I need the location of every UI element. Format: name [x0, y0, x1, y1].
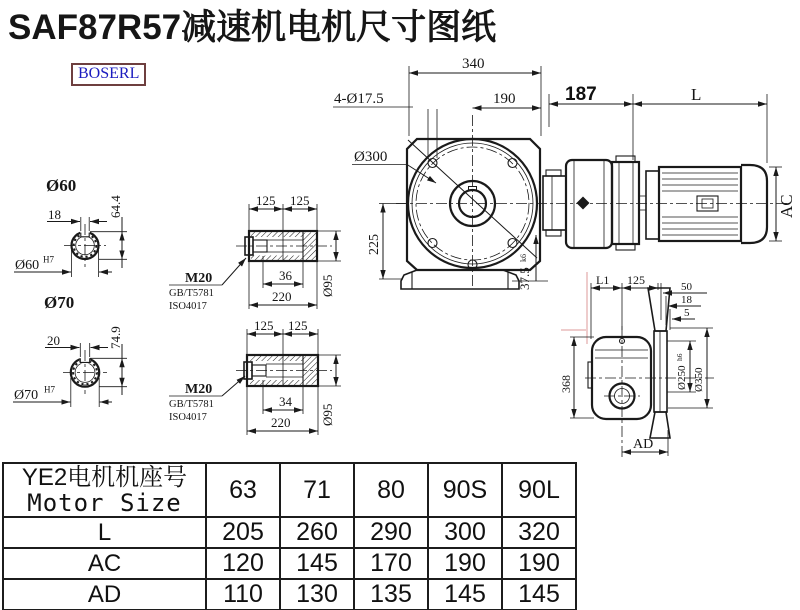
dim-key-width-60: 18: [48, 207, 61, 222]
dim-187: 187: [565, 84, 597, 105]
motor-side-view: [543, 84, 796, 250]
dim-bore-60: Ø60: [15, 258, 40, 273]
dim-18: 18: [681, 294, 692, 306]
dim-height-70: 74.9: [108, 326, 123, 349]
row-label-L: L: [3, 517, 206, 548]
dim-motor-L: L: [691, 85, 702, 104]
col-90L: 90L: [502, 463, 576, 517]
dim-5: 5: [684, 307, 690, 319]
dim-bore-tol-60: H7: [43, 254, 54, 265]
dim-37-5: 37.5: [517, 267, 532, 290]
brand-logo: BOSERL: [71, 63, 146, 86]
dim-key-width-70: 20: [47, 333, 60, 348]
dim-rear-125: 125: [627, 273, 645, 287]
dim-b1-std2: ISO4017: [169, 301, 207, 312]
dim-b1-125b: 125: [290, 193, 310, 208]
cell-AD-63: 110: [206, 579, 280, 610]
dim-b2-125b: 125: [288, 318, 308, 333]
dim-spigot: Ø250: [676, 365, 688, 390]
gearbox-rear-view: [559, 272, 714, 458]
dim-b2-125a: 125: [254, 318, 274, 333]
row-label-AD: AD: [3, 579, 206, 610]
cell-AC-90S: 190: [428, 548, 502, 579]
dim-b1-220: 220: [272, 289, 292, 304]
dim-b1-36: 36: [279, 268, 292, 283]
dim-37-5-tol: k6: [519, 254, 528, 262]
table-row-L: [3, 517, 576, 548]
dim-b1-bolt: M20: [185, 271, 213, 286]
dim-AD: AD: [633, 437, 654, 452]
cell-AD-71: 130: [280, 579, 354, 610]
motor-size-label-cn: YE2电机机座号: [21, 463, 188, 491]
dim-flange-od: Ø350: [693, 367, 705, 392]
col-71: 71: [280, 463, 354, 517]
table-row-AC: [3, 548, 576, 579]
dim-b2-std2: ISO4017: [169, 412, 207, 423]
dim-bore-70: Ø70: [14, 388, 39, 403]
dim-b2-34: 34: [279, 394, 292, 409]
dim-225: 225: [367, 234, 382, 255]
cell-AC-71: 145: [280, 548, 354, 579]
motor-size-table: [2, 462, 577, 610]
dim-b2-d95: Ø95: [320, 403, 335, 426]
cell-AC-63: 120: [206, 548, 280, 579]
dim-b1-std1: GB/T5781: [169, 288, 214, 299]
cell-AC-90L: 190: [502, 548, 576, 579]
bushing-detail-1: [169, 193, 341, 312]
cell-AD-80: 135: [354, 579, 428, 610]
cell-L-80: 290: [354, 517, 428, 548]
col-80: 80: [354, 463, 428, 517]
cell-AC-80: 170: [354, 548, 428, 579]
dim-b2-std1: GB/T5781: [169, 399, 214, 410]
cell-L-63: 205: [206, 517, 280, 548]
shaft-section-60: [14, 176, 127, 277]
dim-spigot-tol: h6: [675, 353, 684, 361]
shaft-section-70: [13, 293, 127, 407]
col-63: 63: [206, 463, 280, 517]
dim-340: 340: [462, 56, 485, 72]
dim-height-60: 64.4: [108, 195, 123, 218]
dim-50: 50: [681, 281, 692, 293]
motor-size-label-en: Motor Size: [27, 488, 182, 517]
dim-b1-d95: Ø95: [320, 274, 335, 297]
cell-AD-90L: 145: [502, 579, 576, 610]
cell-L-90L: 320: [502, 517, 576, 548]
table-header-cell: [3, 463, 206, 517]
dim-bolt-circle: Ø300: [354, 149, 388, 165]
dim-b2-bolt: M20: [185, 382, 213, 397]
table-header-row: [3, 463, 576, 517]
page-title: SAF87R57减速机电机尺寸图纸: [8, 8, 497, 47]
dim-368: 368: [559, 375, 573, 393]
dim-190: 190: [493, 91, 516, 107]
col-90S: 90S: [428, 463, 502, 517]
dim-holes: 4-Ø17.5: [334, 91, 384, 107]
table-row-AD: [3, 579, 576, 610]
row-label-AC: AC: [3, 548, 206, 579]
cell-L-71: 260: [280, 517, 354, 548]
cell-AD-90S: 145: [428, 579, 502, 610]
dim-b1-125a: 125: [256, 193, 276, 208]
dim-L1: L1: [596, 273, 610, 287]
dim-bore-tol-70: H7: [44, 384, 55, 395]
dim-motor-AC: AC: [777, 194, 796, 218]
cell-L-90S: 300: [428, 517, 502, 548]
dim-label-d70: Ø70: [44, 293, 75, 312]
dim-b2-220: 220: [271, 415, 291, 430]
dim-label-d60: Ø60: [46, 176, 77, 195]
bushing-detail-2: [169, 318, 341, 435]
